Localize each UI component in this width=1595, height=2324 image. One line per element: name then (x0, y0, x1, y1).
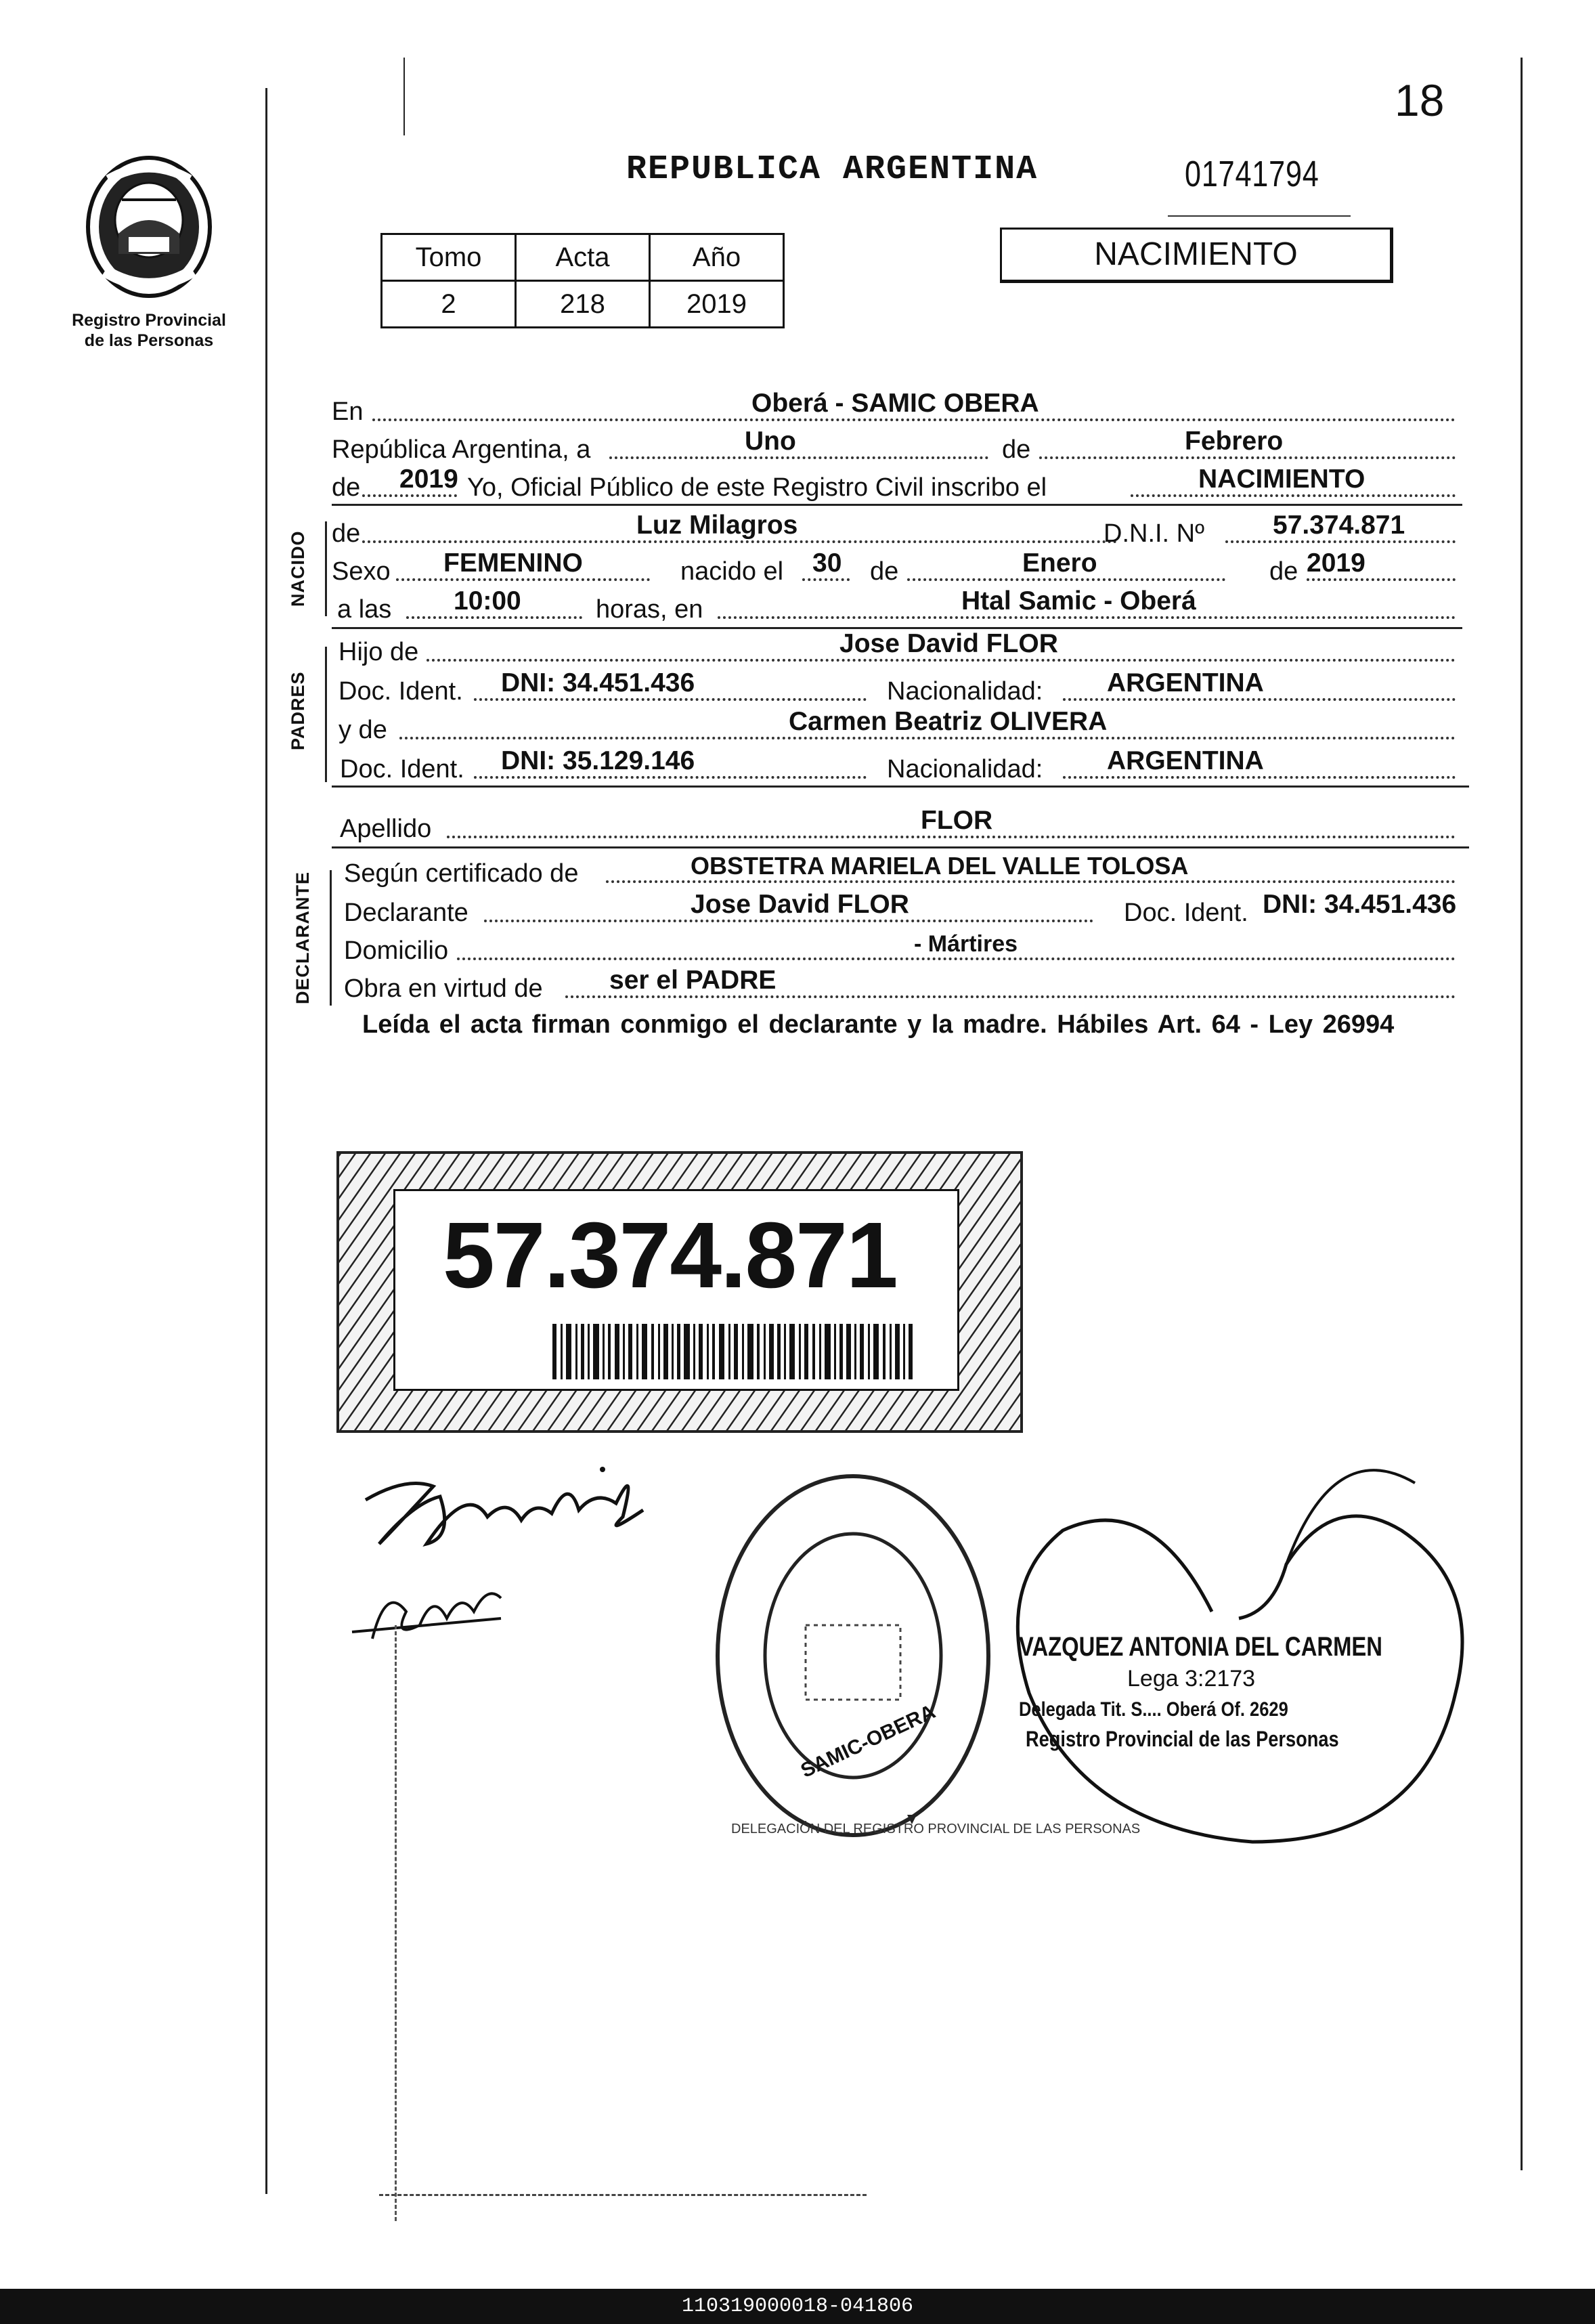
domicilio-label: Domicilio (344, 937, 449, 965)
row-declarante (332, 890, 1462, 928)
top-center-mark (403, 58, 405, 135)
dotted-line (606, 880, 1456, 883)
dotted-line (399, 737, 1456, 739)
dotted-line (1063, 698, 1456, 701)
dotted-line (406, 616, 582, 619)
birth-place-value: Htal Samic - Oberá (961, 586, 1196, 616)
dotted-line (427, 659, 1456, 662)
serial-number: 01741794 (1185, 154, 1319, 194)
event-value: NACIMIENTO (1198, 465, 1365, 494)
birth-year-value: 2019 (1307, 548, 1365, 578)
mother-doc-label: Doc. Ident. (340, 755, 464, 783)
lower-dash-column (395, 1625, 397, 2221)
father-name-value: Jose David FLOR (839, 629, 1058, 658)
registry-stamp-icon (704, 1463, 1002, 1849)
en-label: En (332, 397, 364, 426)
sexo-label: Sexo (332, 557, 391, 586)
segun-label: Según certificado de (344, 859, 579, 888)
dotted-line (372, 418, 1456, 421)
de-month-label: de (870, 557, 899, 586)
month-value: Febrero (1185, 427, 1284, 456)
mother-doc-value: DNI: 35.129.146 (501, 746, 695, 775)
dotted-line (1063, 776, 1456, 779)
birth-time-value: 10:00 (454, 586, 521, 616)
certificado-value: OBSTETRA MARIELA DEL VALLE TOLOSA (691, 852, 1189, 880)
registry-logo (71, 152, 227, 351)
row-en (332, 389, 1462, 427)
dotted-line (907, 578, 1225, 581)
sexo-value: FEMENINO (443, 548, 583, 578)
nacido-el-label: nacido el (680, 557, 784, 586)
declarante-value: Jose David FLOR (691, 890, 909, 919)
obra-value: ser el PADRE (609, 966, 777, 995)
row-year (332, 465, 1462, 502)
apellido-value: FLOR (921, 806, 993, 835)
official-delegada: Delegada Tit. S.... Oberá Of. 2629 (1019, 1698, 1288, 1721)
alas-label: a las (337, 595, 392, 624)
table-value-acta: 218 (516, 281, 650, 328)
nacido-bar (325, 521, 327, 616)
dotted-line (474, 776, 867, 779)
dotted-line (457, 957, 1456, 960)
father-nationality-label: Nacionalidad: (887, 677, 1043, 706)
table-header-tomo: Tomo (382, 234, 516, 281)
de-name-label: de (332, 519, 361, 548)
obra-label: Obra en virtud de (344, 974, 543, 1003)
official-name: VAZQUEZ ANTONIA DEL CARMEN (1019, 1632, 1382, 1662)
birth-month-value: Enero (1022, 548, 1097, 578)
dotted-line (1131, 494, 1456, 497)
dotted-line (484, 920, 1093, 922)
dotted-line (1307, 578, 1456, 581)
footer-code: 110319000018-041806 (0, 2289, 1595, 2324)
declarante-signature-icon (352, 1436, 677, 1571)
table-header-anio: Año (650, 234, 784, 281)
declarante-doc-label: Doc. Ident. (1124, 899, 1248, 927)
year-value: 2019 (399, 465, 458, 494)
padres-bar (325, 647, 327, 782)
sticker-label-area (393, 1189, 959, 1391)
hijo-de-label: Hijo de (338, 638, 419, 666)
domicilio-value: - Mártires (914, 931, 1018, 957)
father-doc-value: DNI: 34.451.436 (501, 668, 695, 697)
father-doc-label: Doc. Ident. (338, 677, 463, 706)
table-header-acta: Acta (516, 234, 650, 281)
row-obra (332, 966, 1462, 1004)
padres-section-label: PADRES (288, 671, 308, 751)
row-sexo (332, 548, 1462, 586)
birth-day-value: 30 (812, 548, 842, 578)
de-birthyear-label: de (1269, 557, 1298, 586)
horas-label: horas, en (596, 595, 703, 624)
section-divider (332, 846, 1469, 848)
dotted-line (396, 578, 650, 581)
logo-caption-line2: de las Personas (84, 331, 214, 350)
serial-underline (1168, 215, 1351, 217)
sticker-dni-number: 57.374.871 (443, 1203, 897, 1308)
dotted-line (447, 836, 1456, 838)
madre-signature-icon (345, 1571, 521, 1652)
logo-caption-line1: Registro Provincial (72, 311, 226, 330)
mother-name-value: Carmen Beatriz OLIVERA (789, 707, 1108, 736)
stamp-ring-text: DELEGACIÓN DEL REGISTRO PROVINCIAL DE LAS PERSONAS (731, 1822, 1141, 1836)
row-mother-doc (332, 746, 1462, 784)
republica-label: República Argentina, a (332, 435, 591, 464)
dotted-line (474, 698, 867, 701)
father-nationality-value: ARGENTINA (1107, 668, 1264, 697)
child-name-value: Luz Milagros (636, 511, 798, 540)
mother-nationality-label: Nacionalidad: (887, 755, 1043, 783)
apellido-label: Apellido (340, 815, 432, 843)
row-hijo-de (332, 629, 1462, 667)
de-year-label: de (332, 473, 361, 502)
dni-label: D.N.I. Nº (1104, 519, 1204, 548)
row-nacido-name (332, 511, 1462, 548)
misiones-seal-icon (81, 152, 217, 301)
official-legajo: Lega 3:2173 (1127, 1666, 1256, 1692)
barcode-icon (552, 1324, 918, 1379)
registry-table (380, 233, 785, 328)
row-father-doc (332, 668, 1462, 706)
closing-statement: Leída el acta firman conmigo el declarante y la madre. Hábiles Art. 64 - Ley 26994 (362, 1010, 1395, 1039)
child-dni-value: 57.374.871 (1273, 511, 1405, 540)
day-value: Uno (745, 427, 796, 456)
stamp-inner-text: SAMIC-OBERA (797, 1700, 939, 1782)
row-y-de (332, 707, 1462, 745)
official-registro: Registro Provincial de las Personas (1026, 1727, 1339, 1751)
dotted-line (565, 995, 1456, 998)
dotted-line (1225, 540, 1456, 543)
dotted-line (362, 494, 457, 497)
dotted-line (718, 616, 1456, 619)
left-margin-line (265, 88, 267, 2194)
mother-nationality-value: ARGENTINA (1107, 746, 1264, 775)
dotted-line (1039, 456, 1456, 459)
location-value: Oberá - SAMIC OBERA (751, 389, 1039, 418)
dotted-line (362, 540, 1117, 543)
nacido-section-label: NACIDO (288, 530, 308, 607)
declarante-doc-value: DNI: 34.451.436 (1263, 890, 1457, 919)
dni-sticker (336, 1151, 1023, 1433)
table-value-tomo: 2 (382, 281, 516, 328)
table-value-anio: 2019 (650, 281, 784, 328)
y-de-label: y de (338, 716, 387, 744)
row-apellido (332, 806, 1462, 844)
de-label: de (1002, 435, 1031, 464)
official-text: Yo, Oficial Público de este Registro Civil inscribo el (467, 473, 1047, 502)
row-republica (332, 427, 1462, 465)
document-type-box: NACIMIENTO (1000, 228, 1393, 283)
section-divider (332, 504, 1462, 506)
bottom-dash-line (379, 2194, 867, 2196)
row-domicilio (332, 932, 1462, 966)
right-margin-line (1521, 58, 1523, 2170)
declarante-section-label: DECLARANTE (292, 872, 313, 1004)
section-divider (332, 786, 1469, 788)
row-hora (332, 586, 1462, 624)
declarante-label: Declarante (344, 899, 468, 927)
dotted-line (802, 578, 850, 581)
row-segun (332, 852, 1462, 888)
page-number: 18 (1395, 75, 1445, 125)
dotted-line (609, 456, 988, 459)
page-title: REPUBLICA ARGENTINA (626, 150, 1039, 189)
